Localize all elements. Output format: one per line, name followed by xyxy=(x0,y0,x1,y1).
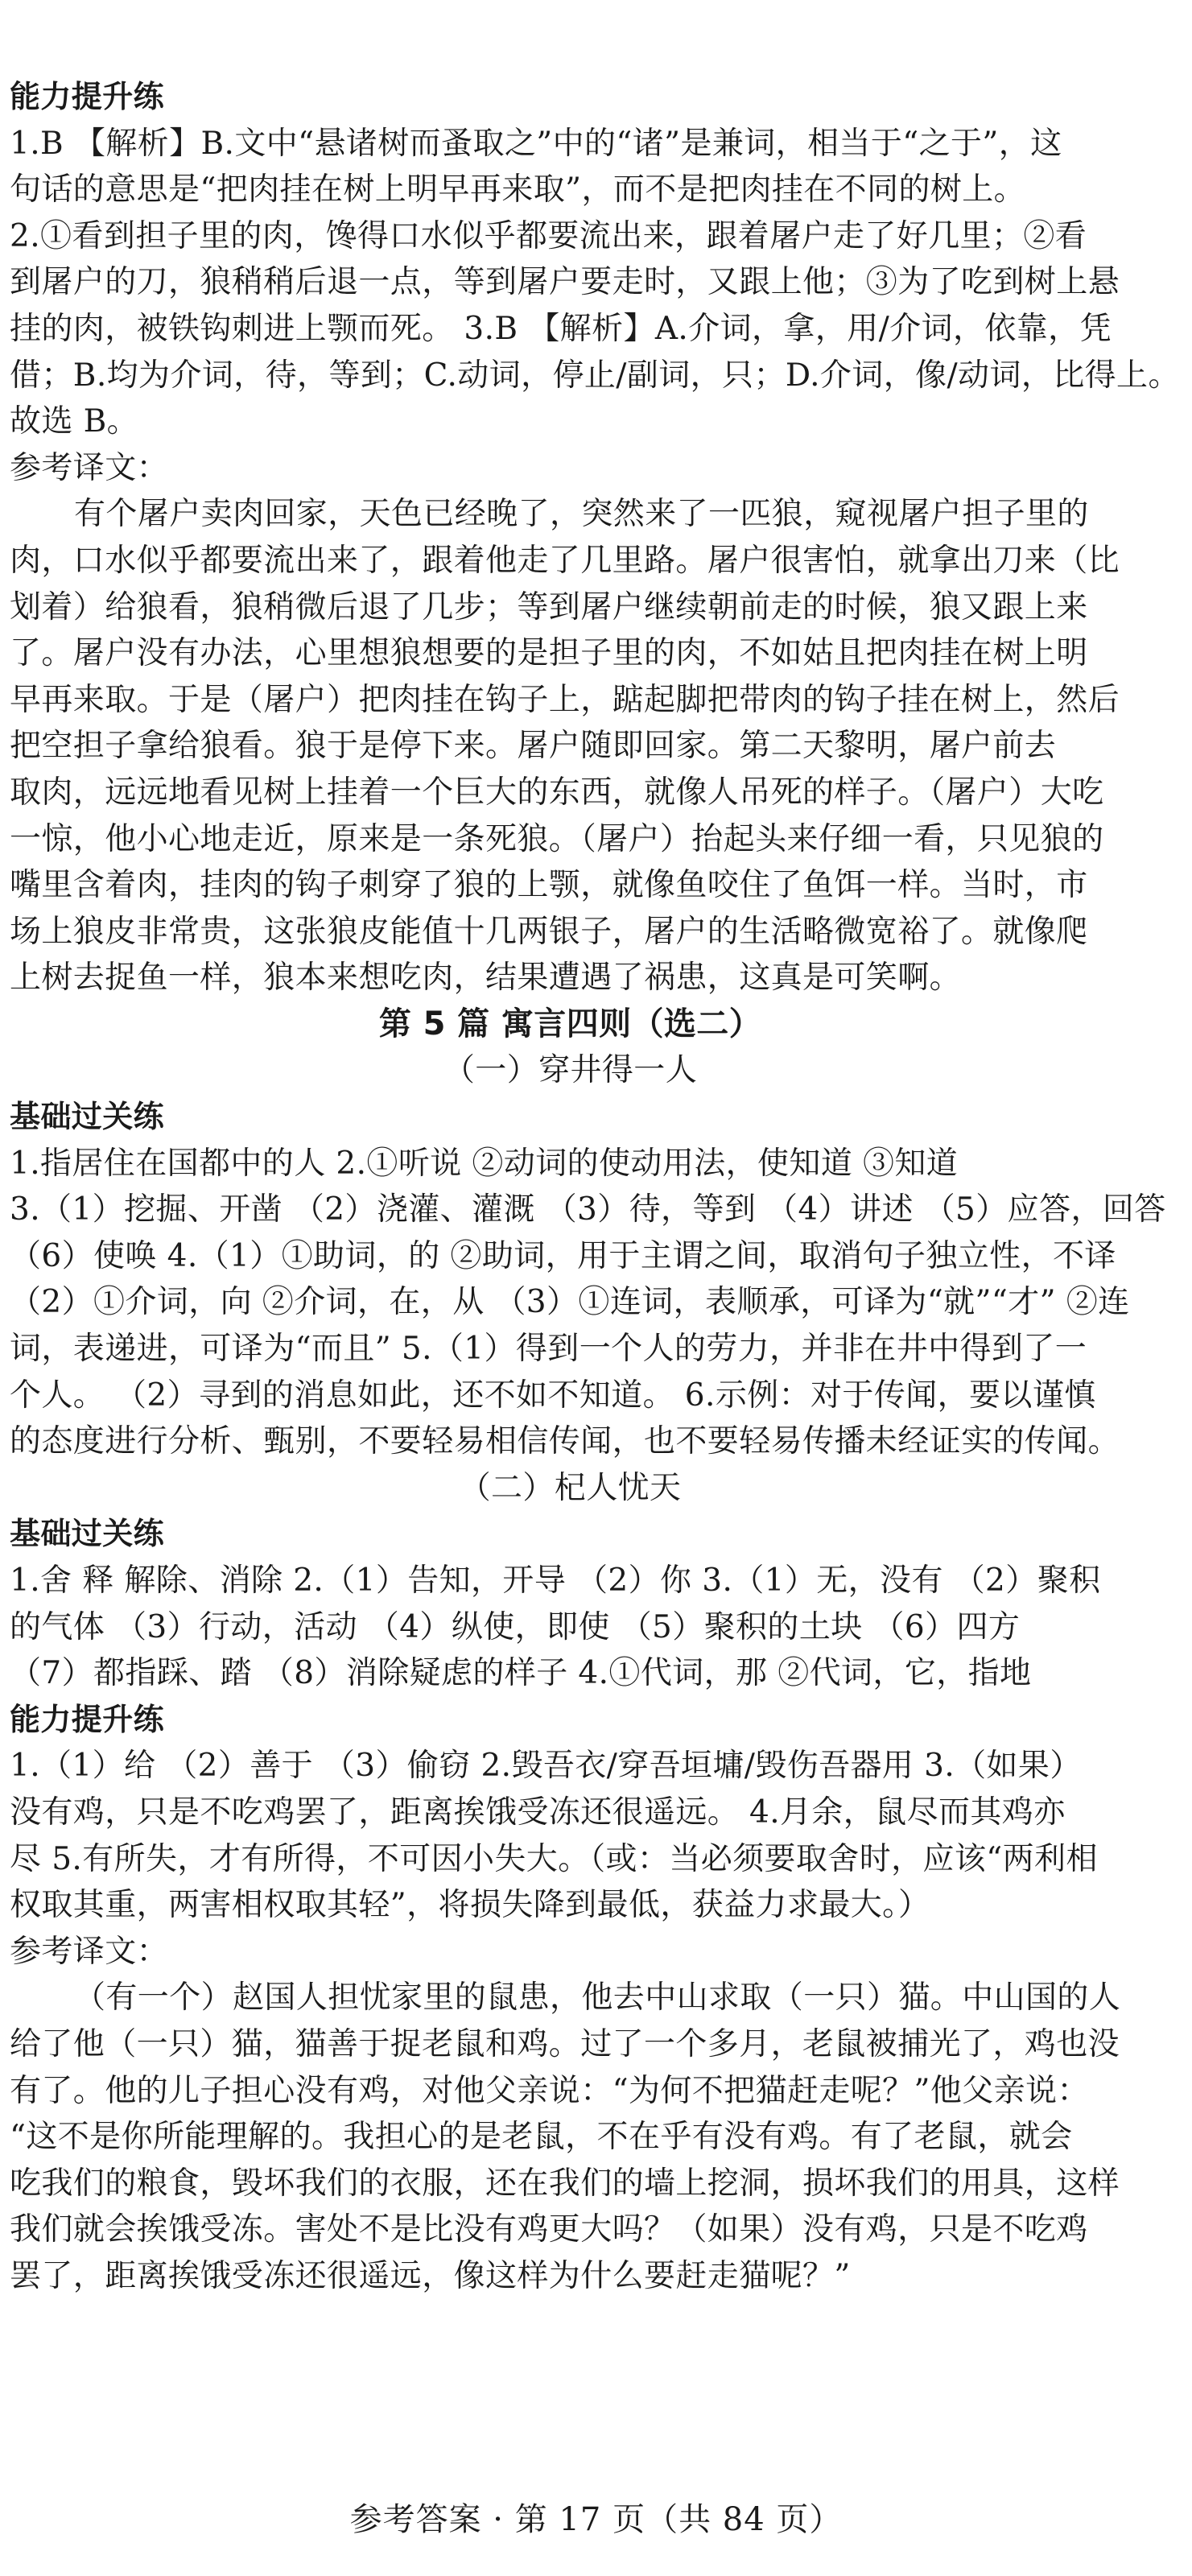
section-heading-ability: 能力提升练 xyxy=(10,79,165,114)
text-line: 把空担子拿给狼看。狼于是停下来。屠户随即回家。第二天黎明，屠户前去 xyxy=(10,728,1057,765)
text-line: （6）使唤 4.（1）①助词，的 ②助词，用于主谓之间，取消句子独立性，不译 xyxy=(10,1237,1116,1274)
translation-label: 参考译文： xyxy=(10,1933,169,1970)
text-line: 一惊，他小心地走近，原来是一条死狼。（屠户）抬起头来仔细一看，只见狼的 xyxy=(10,820,1104,857)
section-heading-basic: 基础过关练 xyxy=(10,1099,165,1135)
text-line: “这不是你所能理解的。我担心的是老鼠，不在乎有没有鸡。有了老鼠，就会 xyxy=(10,2119,1073,2156)
text-line: 到屠户的刀，狼稍稍后退一点，等到屠户要走时，又跟上他；③为了吃到树上悬 xyxy=(10,264,1120,301)
text-line: 了。屠户没有办法，心里想狼想要的是担子里的肉，不如姑且把肉挂在树上明 xyxy=(10,635,1088,672)
text-line: 取肉，远远地看见树上挂着一个巨大的东西，就像人吊死的样子。（屠户）大吃 xyxy=(10,774,1104,811)
text-line: 权取其重，两害相权取其轻”，将损失降到最低，获益力求最大。） xyxy=(10,1887,930,1924)
text-line: 上树去捉鱼一样，狼本来想吃肉，结果遭遇了祸患，这真是可笑啊。 xyxy=(10,960,962,997)
text-line: 2.①看到担子里的肉，馋得口水似乎都要流出来，跟着屠户走了好几里；②看 xyxy=(10,217,1087,254)
text-line: 的态度进行分析、甄别，不要轻易相信传闻，也不要轻易传播未经证实的传闻。 xyxy=(10,1423,1120,1460)
text-line: （2）①介词，向 ②介词，在，从 （3）①连词，表顺承，可译为“就”“才” ②连 xyxy=(10,1284,1130,1321)
section-heading-basic: 基础过关练 xyxy=(10,1516,165,1552)
text-line: 早再来取。于是（屠户）把肉挂在钩子上，踮起脚把带肉的钩子挂在树上，然后 xyxy=(10,681,1120,718)
text-line: 词，表递进，可译为“而且” 5.（1）得到一个人的劳力，并非在井中得到了一 xyxy=(10,1331,1087,1368)
text-line: 没有鸡，只是不吃鸡罢了，距离挨饿受冻还很遥远。 4.月余，鼠尽而其鸡亦 xyxy=(10,1794,1066,1831)
text-line: （有一个）赵国人担忧家里的鼠患，他去中山求取（一只）猫。中山国的人 xyxy=(74,1979,1121,2017)
text-line: 1.舍 释 解除、消除 2.（1）告知，开导 （2）你 3.（1）无，没有 （2）聚积 xyxy=(10,1563,1101,1599)
text-line: 划着）给狼看，狼稍微后退了几步；等到屠户继续朝前走的时候，狼又跟上来 xyxy=(10,588,1088,625)
text-line: 有个屠户卖肉回家，天色已经晚了，突然来了一匹狼，窥视屠户担子里的 xyxy=(74,496,1089,533)
text-line: 有了。他的儿子担心没有鸡，对他父亲说：“为何不把猫赶走呢？”他父亲说： xyxy=(10,2072,1089,2109)
text-line: 尽 5.有所失，才有所得，不可因小失大。（或：当必须要取舍时，应该“两利相 xyxy=(10,1840,1098,1877)
text-line: 吃我们的粮食，毁坏我们的衣服，还在我们的墙上挖洞，损坏我们的用具，这样 xyxy=(10,2165,1120,2202)
text-line: 3.（1）挖掘、开凿 （2）浇灌、灌溉 （3）待，等到 （4）讲述 （5）应答，回答 xyxy=(10,1191,1166,1228)
text-line: 个人。 （2）寻到的消息如此，还不如不知道。 6.示例：对于传闻，要以谨慎 xyxy=(10,1377,1096,1414)
text-line: 挂的肉，被铁钩刺进上颚而死。 3.B 【解析】A.介词，拿，用/介词，依靠，凭 xyxy=(10,310,1112,347)
text-line: 1.指居住在国都中的人 2.①听说 ②动词的使动用法，使知道 ③知道 xyxy=(10,1145,959,1182)
page-footer: 参考答案 · 第 17 页（共 84 页） xyxy=(349,2501,843,2538)
text-line: 故选 B。 xyxy=(10,403,139,440)
section-heading-ability: 能力提升练 xyxy=(10,1701,165,1737)
text-line: 我们就会挨饿受冻。害处不是比没有鸡更大吗？（如果）没有鸡，只是不吃鸡 xyxy=(10,2211,1088,2248)
subsection-title: （一）穿井得一人 xyxy=(443,1052,698,1089)
text-line: 1.（1）给 （2）善于 （3）偷窃 2.毁吾衣/穿吾垣墉/毁伤吾器用 3.（如果） xyxy=(10,1748,1082,1785)
subsection-title: （二）杞人忧天 xyxy=(459,1469,682,1506)
text-line: 给了他（一只）猫，猫善于捉老鼠和鸡。过了一个多月，老鼠被捕光了，鸡也没 xyxy=(10,2025,1120,2062)
text-line: 场上狼皮非常贵，这张狼皮能值十几两银子，屠户的生活略微宽裕了。就像爬 xyxy=(10,913,1088,950)
text-line: （7）都指踩、踏 （8）消除疑虑的样子 4.①代词，那 ②代词，它，指地 xyxy=(10,1655,1032,1692)
text-line: 罢了，距离挨饿受冻还很遥远，像这样为什么要赶走猫呢？” xyxy=(10,2257,851,2294)
text-line: 的气体 （3）行动，活动 （4）纵使，即使 （5）聚积的土块 （6）四方 xyxy=(10,1608,1021,1645)
text-line: 1.B 【解析】B.文中“悬诸树而蚤取之”中的“诸”是兼词，相当于“之于”，这 xyxy=(10,125,1062,162)
translation-label: 参考译文： xyxy=(10,449,169,486)
text-line: 借；B.均为介词，待，等到；C.动词，停止/副词，只；D.介词，像/动词，比得上。 xyxy=(10,357,1180,394)
chapter-title: 第 5 篇 寓言四则（选二） xyxy=(378,1005,762,1042)
text-line: 句话的意思是“把肉挂在树上明早再来取”，而不是把肉挂在不同的树上。 xyxy=(10,171,1026,208)
text-line: 肉，口水似乎都要流出来了，跟着他走了几里路。屠户很害怕，就拿出刀来（比 xyxy=(10,542,1120,579)
text-line: 嘴里含着肉，挂肉的钩子刺穿了狼的上颚，就像鱼咬住了鱼饵一样。当时，市 xyxy=(10,867,1088,904)
